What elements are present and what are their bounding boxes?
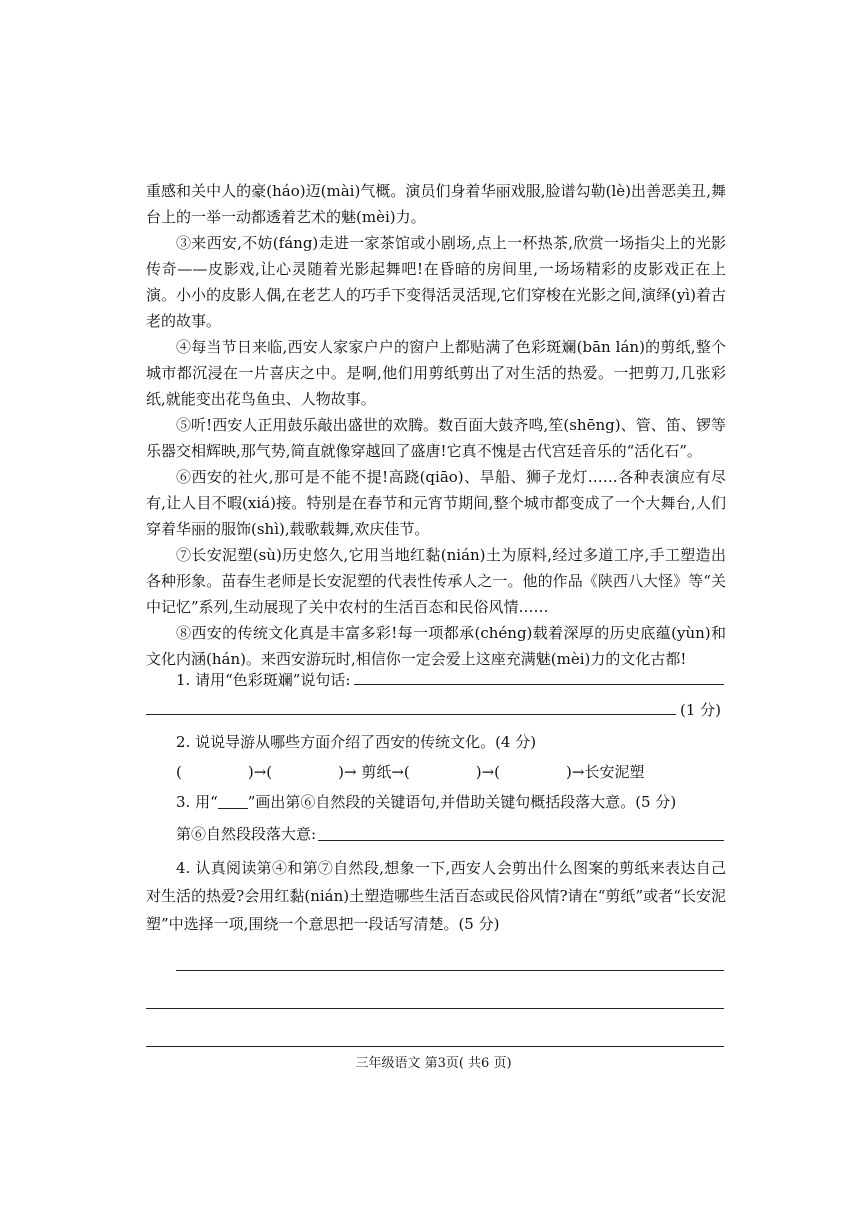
question-3-label: 第⑥自然段段落大意:	[176, 825, 317, 843]
question-3	[176, 790, 676, 814]
answer-line-q4-a[interactable]	[176, 970, 724, 971]
paragraph-6: ⑥西安的社火,那可是不能不提!高跷(qiāo)、旱船、狮子龙灯……各种表演应有尽有,让人目不暇(xiá)接。特别是在春节和元宵节期间,整个城市都变成了一个大舞台,人们穿着华丽的服饰(shì),载歌载舞,欢庆佳节。	[146, 468, 726, 538]
paragraph-7: ⑦长安泥塑(sù)历史悠久,它用当地红黏(nián)土为原料,经过多道工序,手工塑造出各种形象。苗春生老师是长安泥塑的代表性传承人之一。他的作品《陕西八大怪》等“关中记忆”系列,生动展现了关中农村的生活百态和民俗风情……	[146, 546, 726, 616]
blank-4-close: )→长安泥塑	[566, 763, 645, 781]
question-3-suffix: ”画出第⑥自然段的关键语句,并借助关键句概括段落大意。(5 分)	[247, 793, 677, 811]
question-2-blanks	[176, 760, 644, 784]
blank-3-close: )→(	[475, 763, 501, 781]
paragraph-3: ③来西安,不妨(fáng)走进一家茶馆或小剧场,点上一杯热茶,欣赏一场指尖上的光影传奇——皮影戏,让心灵随着光影起舞吧!在昏暗的房间里,一场场精彩的皮影戏正在上演。小小的皮影人偶,在老艺人的巧手下变得活灵活现,它们穿梭在光影之间,演绎(yì)着古老的故事。	[146, 234, 726, 330]
answer-line-q4-b[interactable]	[146, 1008, 724, 1009]
paragraph-4: ④每当节日来临,西安人家家户户的窗户上都贴满了色彩斑斓(bān lán)的剪纸,整个城市都沉浸在一片喜庆之中。是啊,他们用剪纸剪出了对生活的热爱。一把剪刀,几张彩纸,就能变出花鸟鱼虫、人物故事。	[146, 338, 726, 408]
answer-line-q1-a[interactable]	[354, 684, 724, 685]
question-1-score: (1 分)	[680, 701, 722, 719]
question-3-prefix: 3. 用“	[176, 793, 218, 811]
blank-1-close: )→(	[247, 763, 273, 781]
question-1: 1. 请用“色彩斑斓”说句话:	[176, 671, 351, 689]
paragraph-8: ⑧西安的传统文化真是丰富多彩!每一项都承(chéng)载着深厚的历史底蕴(yùn)和文化内涵(hán)。来西安游玩时,相信你一定会爱上这座充满魅(mèi)力的文化古都!	[146, 624, 726, 668]
underline-mark	[218, 794, 248, 809]
blank-1-open: (	[176, 763, 182, 781]
paragraph-5: ⑤听!西安人正用鼓乐敲出盛世的欢腾。数百面大鼓齐鸣,笙(shēng)、管、笛、锣等乐器交相辉映,那气势,简直就像穿越回了盛唐!它真不愧是古代宫廷音乐的“活化石”。	[146, 416, 726, 460]
answer-line-q4-c[interactable]	[146, 1046, 724, 1047]
question-4: 4. 认真阅读第④和第⑦自然段,想象一下,西安人会剪出什么图案的剪纸来表达自己对生活的热爱?会用红黏(nián)土塑造哪些生活百态或民俗风情?请在“剪纸”或者“长安泥塑”中选择一项,围绕一个意思把一段话写清楚。(5 分)	[146, 859, 726, 933]
page-footer: 三年级语文 第3页( 共6 页)	[355, 1056, 512, 1071]
answer-line-q1-b[interactable]	[146, 714, 676, 715]
reading-passage	[146, 178, 726, 672]
question-4-block	[146, 854, 726, 938]
answer-line-q3[interactable]	[318, 840, 724, 841]
blank-2-close: )→ 剪纸→(	[338, 763, 410, 781]
question-2: 2. 说说导游从哪些方面介绍了西安的传统文化。(4 分)	[176, 733, 537, 751]
paragraph-continued: 重感和关中人的豪(háo)迈(mài)气概。演员们身着华丽戏服,脸谱勾勒(lè)出善恶美丑,舞台上的一举一动都透着艺术的魅(mèi)力。	[146, 182, 726, 226]
